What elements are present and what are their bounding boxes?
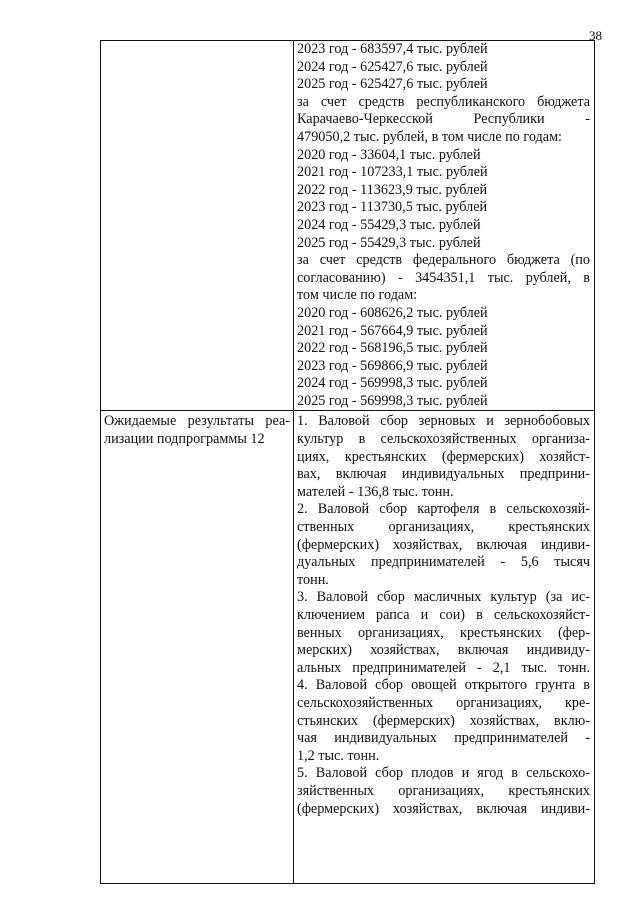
funding-text-line: за счет средств федерального бюджета (по <box>297 252 590 269</box>
results-text-line: (фермерских) хозяйствах, включая индиви- <box>297 800 590 817</box>
results-text-line: чая индивидуальных предпринимателей - <box>297 730 590 747</box>
funding-volume-cell <box>294 41 595 411</box>
results-text-line: культур в сельскохозяйственных организа- <box>297 431 590 448</box>
funding-text-line: 2020 год - 608626,2 тыс. рублей <box>297 304 488 321</box>
funding-text-line: 2024 год - 55429,3 тыс. рублей <box>297 216 481 233</box>
funding-text-line: 2021 год - 567664,9 тыс. рублей <box>297 322 488 339</box>
results-text-line: стьянских (фермерских) хозяйствах, вклю- <box>297 712 590 729</box>
funding-text-line: согласованию) - 3454351,1 тыс. рублей, в <box>297 269 590 286</box>
results-text-line: ственных организациях, крестьянских <box>297 519 590 536</box>
results-text-line: 2. Валовой сбор картофеля в сельскохозяй- <box>297 501 590 518</box>
results-text-line: венных организациях, крестьянских (фер- <box>297 624 590 641</box>
results-label-line: лизации подпрограммы 12 <box>104 431 265 448</box>
funding-text-line: 2024 год - 569998,3 тыс. рублей <box>297 375 488 392</box>
results-text-line: мателей - 136,8 тыс. тонн. <box>297 483 454 500</box>
funding-text-line: 2025 год - 55429,3 тыс. рублей <box>297 234 481 251</box>
results-text-line: альных предпринимателей - 2,1 тыс. тонн. <box>297 659 590 676</box>
funding-text-line: 2023 год - 113730,5 тыс. рублей <box>297 199 488 216</box>
results-text-line: 1. Валовой сбор зерновых и зернобобовых <box>297 413 590 430</box>
results-text-line: вах, включая индивидуальных предприни- <box>297 466 590 483</box>
funding-text-line: 2022 год - 113623,9 тыс. рублей <box>297 181 488 198</box>
funding-text-line: 2025 год - 625427,6 тыс. рублей <box>297 76 488 93</box>
expected-results-cell <box>294 411 595 884</box>
program-passport-table <box>100 40 595 884</box>
funding-text-line: том числе по годам: <box>297 287 418 304</box>
funding-text-line: 2021 год - 107233,1 тыс. рублей <box>297 164 488 181</box>
results-text-line: (фермерских) хозяйствах, включая индиви- <box>297 536 590 553</box>
results-label-line: Ожидаемые результаты реа- <box>104 413 290 430</box>
results-text-line: зяйственных организациях, крестьянских <box>297 782 590 799</box>
funding-text-line: 479050,2 тыс. рублей, в том числе по годам: <box>297 128 562 145</box>
page-number: 38 <box>589 28 602 43</box>
results-text-line: 3. Валовой сбор масличных культур (за ис- <box>297 589 590 606</box>
results-text-line: ключением рапса и сои) в сельскохозяйст- <box>297 607 590 623</box>
funding-text-line: за счет средств республиканского бюджета <box>297 93 590 110</box>
table-row <box>101 411 595 884</box>
results-text-line: 5. Валовой сбор плодов и ягод в сельскохо- <box>297 765 590 782</box>
expected-results-label-cell <box>101 411 294 884</box>
funding-text-line: 2020 год - 33604,1 тыс. рублей <box>297 146 481 163</box>
results-text-line: тонн. <box>297 571 329 588</box>
results-text-line: 1,2 тыс. тонн. <box>297 747 380 764</box>
funding-text-line: 2025 год - 569998,3 тыс. рублей <box>297 392 488 409</box>
funding-text-line: 2023 год - 683597,4 тыс. рублей <box>297 41 488 57</box>
results-text-line: мерских) хозяйствах, включая индивиду- <box>297 642 590 659</box>
results-text-line: дуальных предпринимателей - 5,6 тысяч <box>297 554 590 571</box>
results-text-line: циях, крестьянских (фермерских) хозяйст- <box>297 448 590 465</box>
results-text-line: 4. Валовой сбор овощей открытого грунта в <box>297 677 590 694</box>
results-text-line: сельскохозяйственных организациях, кре- <box>297 694 590 711</box>
funding-text-line: Карачаево-Черкесской Республики - <box>297 111 590 128</box>
funding-text-line: 2023 год - 569866,9 тыс. рублей <box>297 357 488 374</box>
table-row <box>101 41 595 411</box>
funding-text-line: 2024 год - 625427,6 тыс. рублей <box>297 58 488 75</box>
funding-text-line: 2022 год - 568196,5 тыс. рублей <box>297 340 488 357</box>
empty-label-cell <box>101 41 294 411</box>
